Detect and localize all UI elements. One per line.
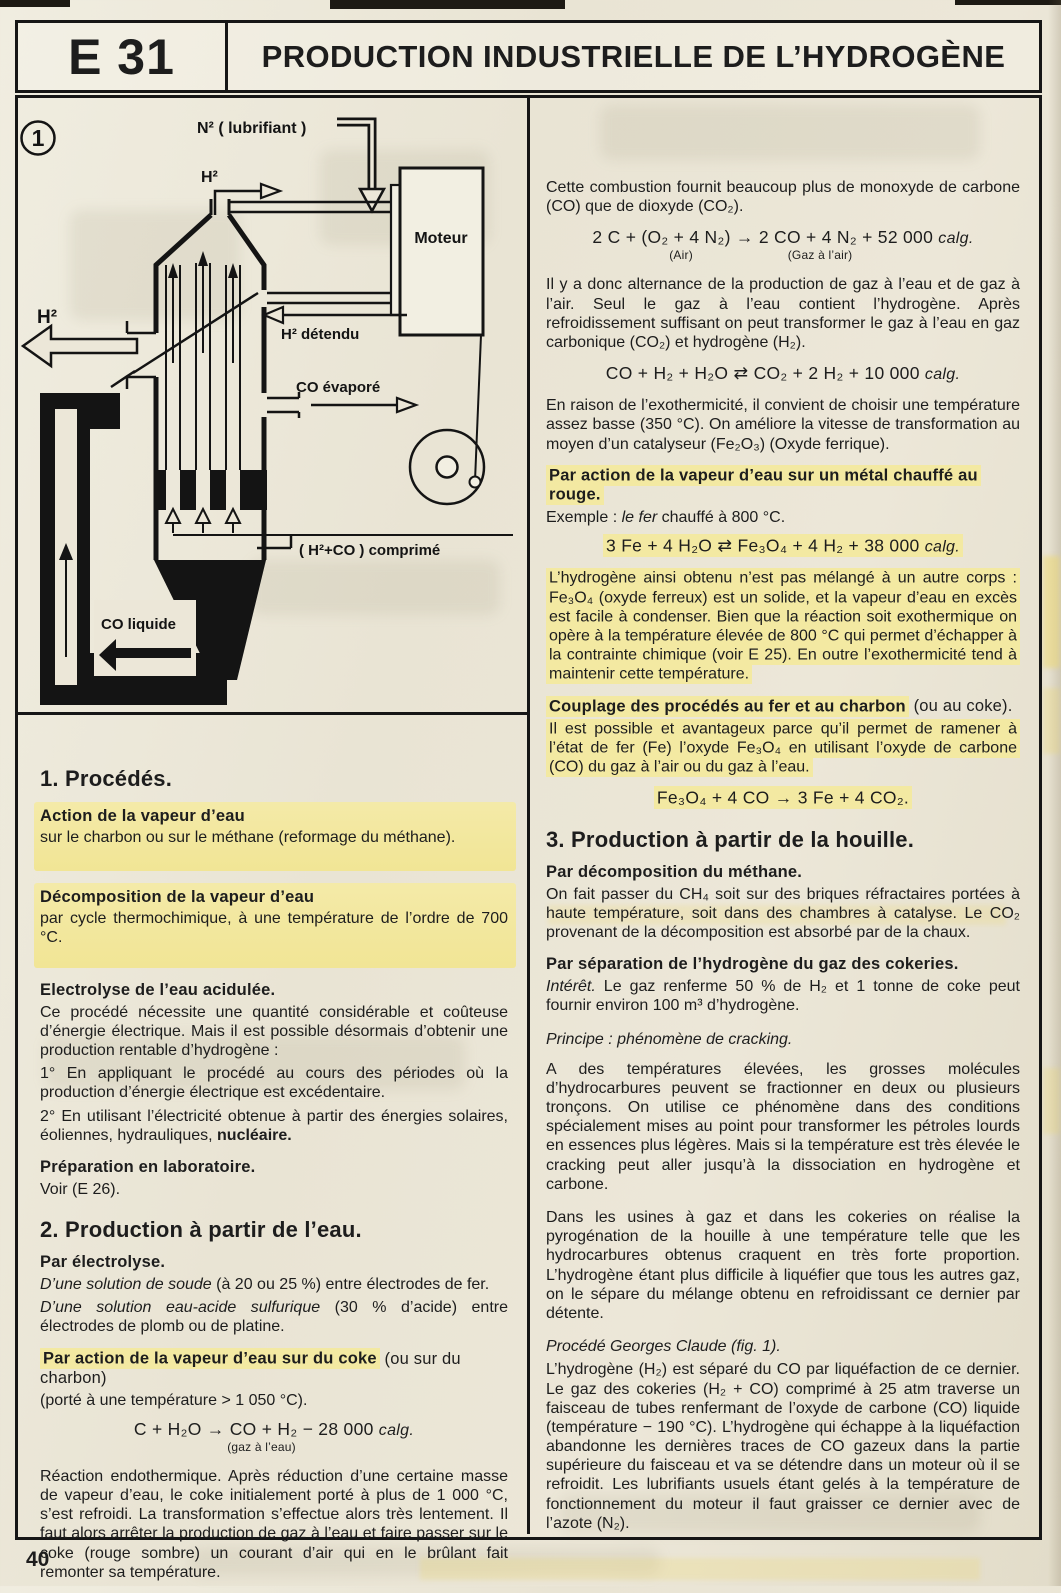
paragraph: (porté à une température > 1 050 °C). <box>40 1391 308 1409</box>
emphasis: Intérêt. <box>546 978 596 996</box>
equation-notes <box>546 248 1020 263</box>
highlighter-smudge <box>1043 556 1060 668</box>
equation-gaz-a-lair <box>546 227 1020 263</box>
paragraph-procede-claude: Procédé Georges Claude (fig. 1). <box>546 1338 781 1356</box>
section-heading-production-eau: 2. Production à partir de l’eau. <box>40 1217 362 1243</box>
figure-georges-claude-diagram <box>15 95 528 712</box>
scan-edge-mark <box>955 0 1061 5</box>
figure-bottom-rule <box>18 712 527 715</box>
text: (à 20 ou 25 %) entre électrodes de fer. <box>211 1276 490 1294</box>
text: (ou au coke). <box>908 697 1013 715</box>
equation-gaz-a-leau <box>40 1419 508 1455</box>
subheading-action-vapeur: Action de la vapeur d’eau <box>40 807 245 825</box>
label-h2co-comprime: ( H²+CO ) comprimé <box>299 542 441 559</box>
subheading-vapeur-sur-coke <box>40 1350 508 1388</box>
text: Le gaz renferme 50 % de H₂ et 1 tonne de coke peut fournir environ 100 m³ d’hydrogène. <box>546 978 1020 1015</box>
label-h2-left: H² <box>37 307 58 328</box>
list-item-bold: nucléaire. <box>217 1126 292 1144</box>
pipe-vessel-to-motor <box>267 293 393 303</box>
n2-pipe <box>337 122 372 189</box>
paragraph <box>546 977 1020 1015</box>
emphasis: D’une solution de soude <box>40 1276 212 1294</box>
h2-detendu-arrow <box>264 307 283 323</box>
text: (ou sur du charbon) <box>40 1349 461 1387</box>
equation-note-gaz: (Gaz à l’air) <box>787 248 853 263</box>
crank-pin <box>470 477 481 488</box>
section-heading-houille: 3. Production à partir de la houille. <box>546 826 915 852</box>
subheading-electrolyse: Electrolyse de l’eau acidulée. <box>40 980 276 999</box>
h2-left-port <box>127 321 156 389</box>
label-co-evapore: CO évaporé <box>296 379 381 396</box>
label-h2-top: H² <box>201 169 218 186</box>
flywheel-hub <box>437 457 458 478</box>
text: chauffé à 800 °C. <box>657 508 786 526</box>
equation-note-air: (Air) <box>669 248 693 263</box>
equation-text: 2 C + (O₂ + 4 N₂) → 2 CO + 4 N₂ + 52 000 <box>592 227 939 248</box>
paragraph <box>40 1275 508 1294</box>
subheading-decomposition: Décomposition de la vapeur d’eau <box>40 888 315 907</box>
crank-rod <box>475 335 481 481</box>
paragraph <box>546 719 1020 777</box>
doc-code: E 31 <box>18 23 228 90</box>
highlighter-smudge <box>1043 1068 1060 1134</box>
page-edge-shadow <box>1048 0 1061 1586</box>
subheading-preparation-labo: Préparation en laboratoire. <box>40 1157 256 1176</box>
list-item-text: 2° En utilisant l’électricité obtenue à partir des énergies solaires, éoliennes, hydrauliques, <box>40 1107 508 1144</box>
highlighted-text: Par action de la vapeur d’eau sur un métal chauffé au rouge. <box>546 465 981 505</box>
label-moteur: Moteur <box>414 230 468 247</box>
highlighter-smudge <box>1043 688 1060 754</box>
emphasis: le fer <box>621 508 658 526</box>
highlighted-text: Par action de la vapeur d’eau sur du coke <box>40 1348 380 1369</box>
equation-note: (gaz à l’eau) <box>227 1439 296 1454</box>
paragraph <box>546 569 1020 684</box>
subheading-couplage <box>546 697 1020 716</box>
n2-pipe-core <box>337 122 372 189</box>
label-h2-detendu: H² détendu <box>281 326 360 343</box>
emphasis: D’une solution eau-acide sulfurique <box>40 1299 321 1317</box>
header-bar <box>15 20 1042 93</box>
paragraph: L’hydrogène (H₂) est séparé du CO par liquéfaction de ce dernier. Le gaz des cokeries (H₂ + CO) comprimé à 25 atm traverse un faisceau de tubes renfermant de l’oxyde de carbone (CO) liquide (température − 190 °C). L’hydrogène qui échappe à la liquéfaction abandonne les dernières traces de CO gazeux dans la partie supérieure du faisceau et va se détendre dans un moteur où il se refroidit. Les lubrifiants usuels étant gelés à la température de fonctionnement du moteur il faut graisser ce dernier avec de l’azote (N₂). <box>546 1361 1020 1532</box>
paragraph: sur le charbon ou sur le méthane (reformage du méthane). <box>40 829 456 846</box>
label-co-liquide: CO liquide <box>101 616 176 633</box>
paragraph-principe: Principe : phénomène de cracking. <box>546 1030 793 1048</box>
n2-down-arrow <box>360 189 384 211</box>
left-riser-stub <box>90 393 120 429</box>
list-item <box>40 1107 508 1145</box>
tube-wall-fill <box>240 470 267 510</box>
co-evapore-port <box>267 392 299 418</box>
tube-wall-fill <box>180 470 196 510</box>
right-column <box>546 178 1020 1544</box>
h2-top-arrow <box>261 184 280 198</box>
list-item: 1° En appliquant le procédé au cours des périodes où la production d’énergie électrique est excédentaire. <box>40 1065 508 1102</box>
paragraph: A des températures élevées, les grosses molécules d’hydrocarbures peuvent se fractionner en deux ou plusieurs tronçons. On utilise ce phénomène dans des conditions spécialement mises au point pour transformer les pétroles lourds en essences plus légères. Mais si la température est très élevée le cracking peut aller jusqu’à la dissociation en hydrogène et carbone. <box>546 1060 1020 1193</box>
highlighted-equation <box>603 534 963 557</box>
paragraph: Dans les usines à gaz et dans les cokeries on réalise la pyrogénation de la houille à une température telle que les hydrocarbures obtenus craquent en très forte proportion. L’hydrogène étant plus difficile à liquéfier que tous les autres gaz, on le sépare du mélange obtenu en refroidissant ce dernier par détente. <box>546 1209 1020 1322</box>
equation-text: C + H₂O → CO + H₂ − 28 000 <box>133 1418 379 1439</box>
page-title: PRODUCTION INDUSTRIELLE DE L’HYDROGÈNE <box>261 38 1006 74</box>
vessel-chimney <box>211 199 229 215</box>
subheading-vapeur-metal <box>546 467 1020 505</box>
paragraph: Ce procédé nécessite une quantité considérable et coûteuse d’énergie électrique. Mais il est possible désormais d’obtenir une production rentable d’hydrogène : <box>40 1003 508 1059</box>
text: Exemple : <box>546 508 622 526</box>
equation-text: 3 Fe + 4 H₂O ⇄ Fe₃O₄ + 4 H₂ + 38 000 <box>606 535 925 556</box>
equation-notes <box>40 1440 508 1455</box>
highlighted-text: Il est possible et avantageux parce qu’il permet de ramener à l’état de fer (Fe) l’oxyde Fe₃O₄ en utilisant l’oxyde de carbone (CO) du gaz à l’air ou du gaz à l’eau. <box>546 719 1020 777</box>
text: (30 % d’acide) entre électrodes de plomb ou de platine. <box>40 1299 508 1336</box>
paragraph: Il y a donc alternance de la production de gaz à l’eau et de gaz à l’air. Seul le gaz à l’eau contient l’hydrogène. Après refroidissement suffisant on peut transformer le gaz à l’eau en gaz carbonique (CO₂) et hydrogène (H₂). <box>546 276 1020 351</box>
equation-unit: calg. <box>938 230 974 248</box>
equation-unit: calg. <box>924 366 961 384</box>
equation-unit: calg. <box>924 538 960 556</box>
equation-text: CO + H₂ + H₂O ⇄ CO₂ + 2 H₂ + 10 000 <box>605 363 925 384</box>
flow-up-arrows <box>168 251 238 363</box>
left-column <box>40 766 508 1593</box>
paragraph: Cette combustion fournit beaucoup plus de monoxyde de carbone (CO) que de dioxyde (CO₂). <box>546 179 1020 216</box>
highlighted-equation: Fe₃O₄ + 4 CO → 3 Fe + 4 CO₂. <box>654 786 912 809</box>
tube-wall-fill <box>210 470 226 510</box>
section-heading-procedes: 1. Procédés. <box>40 766 173 791</box>
tube-wall-fill <box>156 470 166 510</box>
highlighted-text: L’hydrogène ainsi obtenu n’est pas mélangé à un autre corps : Fe₃O₄ (oxyde ferreux) est un solide, et la vapeur d’eau en excès est facile à condenser. Bien que la réaction soit exothermique on opère à la température élevée de 800 °C qui permet d’échapper à la contrainte chimique (voir E 25). En outre l’exothermicité tend à maintenir cette température. <box>546 568 1020 684</box>
subheading-decomposition-methane: Par décomposition du méthane. <box>546 862 803 881</box>
motor-box <box>400 168 483 335</box>
subheading-par-electrolyse: Par électrolyse. <box>40 1253 166 1272</box>
figure-number: 1 <box>31 125 45 151</box>
equation-conversion-co <box>546 363 1020 384</box>
subheading-separation-cokeries: Par séparation de l’hydrogène du gaz des cokeries. <box>546 955 959 974</box>
equation-unit: calg. <box>378 1421 415 1439</box>
co-evapore-arrow <box>397 398 416 412</box>
equation-fer-vapeur <box>546 536 1020 557</box>
paragraph: Réaction endothermique. Après réduction d’une certaine masse de vapeur d’eau, le coke initialement porté à plus de 1 000 °C, s’est refroidi. La transformation s’effectue alors très lentement. Il faut alors arrêter la production de gaz à l’eau et faire passer sur le coke (rouge sombre) un courant d’air qui en le brûlant fait remonter sa température. <box>40 1467 508 1581</box>
paragraph <box>40 1298 508 1336</box>
scan-edge-mark <box>330 0 565 9</box>
paragraph <box>546 508 1020 527</box>
highlighted-text: Couplage des procédés au fer et au charbon <box>546 696 909 717</box>
paragraph: Voir (E 26). <box>40 1180 121 1198</box>
highlighted-block <box>34 883 516 967</box>
scan-edge-mark <box>0 0 70 7</box>
label-n2-lubrifiant: N² ( lubrifiant ) <box>197 120 307 137</box>
equation-reduction-oxyde <box>546 788 1020 809</box>
h2-left-big-arrow <box>23 326 137 366</box>
inlet-up-arrows <box>166 509 240 533</box>
paragraph: On fait passer du CH₄ soit sur des briques réfractaires portées à haute température, soit dans des chambres à catalyse. Le CO₂ provenant de la décomposition est absorbé par de la chaux. <box>546 885 1020 941</box>
paragraph: par cycle thermochimique, à une température de l’ordre de 700 °C. <box>40 910 508 947</box>
page-number: 40 <box>26 1548 50 1571</box>
paragraph: En raison de l’exothermicité, il convient de choisir une température assez basse (350 °C). On améliore la vitesse de transformation au moyen d’un catalyseur (Fe₂O₃) (Oxyde ferrique). <box>546 397 1020 453</box>
highlighted-block <box>34 802 516 871</box>
